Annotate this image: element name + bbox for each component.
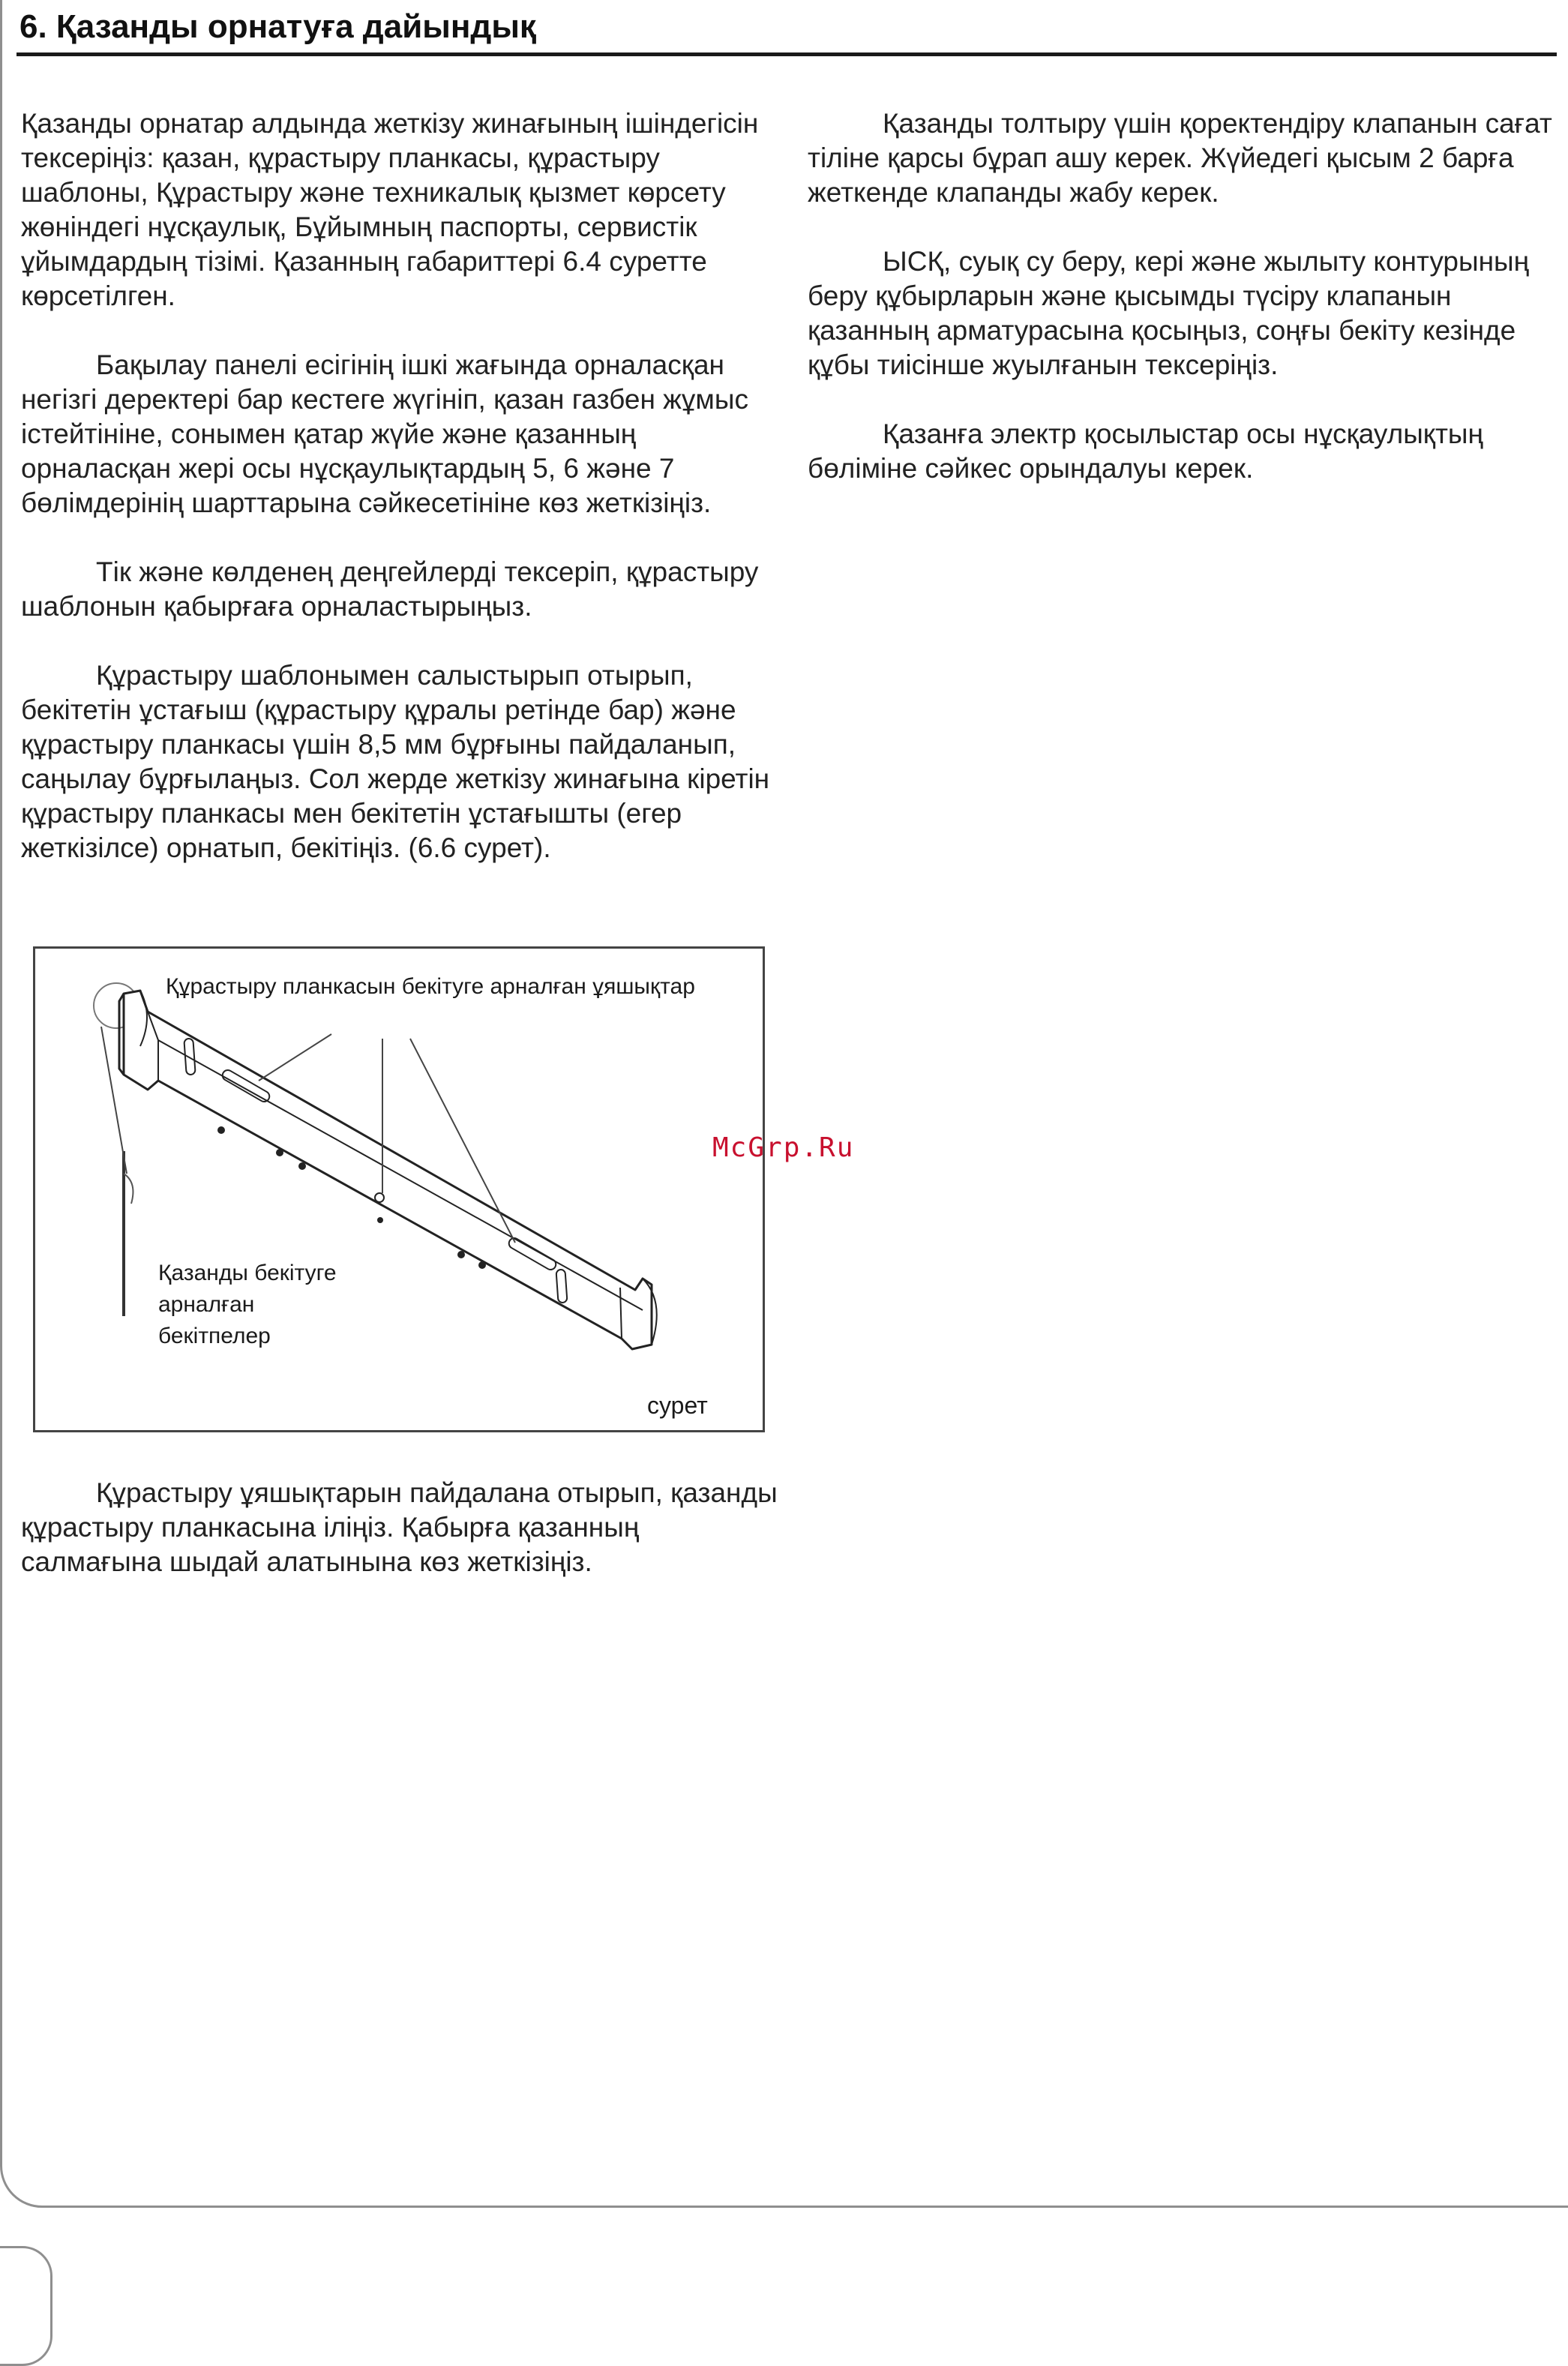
left-column	[21, 106, 778, 900]
figure-caption: сурет	[647, 1392, 708, 1419]
section-title: 6. Қазанды орнатуға дайындық	[19, 8, 536, 45]
paragraph-contents-check: Қазанды орнатар алдында жеткізу жинағының ішіндегісін тексеріңіз: қазан, құрастыру планкасы, құрастыру шаблоны, Құрастыру және техникалық қызмет көрсету жөніндегі нұсқаулық, Бұйымның паспорты, сервистік ұйымдардың тізімі. Қазанның габариттері 6.4 суретте көрсетілген.	[21, 108, 759, 311]
figure-label-line: Қазанды бекітуге	[158, 1261, 337, 1285]
figure-label-line: бекітпелер	[158, 1324, 271, 1348]
paragraph-electrical: Қазанға электр қосылыстар осы нұсқаулықтың бөліміне сәйкес орындалуы керек.	[808, 418, 1483, 484]
figure-label-boiler-fixings	[158, 1258, 337, 1352]
paragraph-template-placement: Тік және көлденең деңгейлерді тексеріп, құрастыру шаблонын қабырғаға орналастырыңыз.	[21, 556, 759, 622]
right-column	[808, 106, 1558, 520]
page-footer-tab	[0, 2246, 52, 2366]
paragraph-pipe-connections: ЫСҚ, суық су беру, кері және жылыту контурының беру құбырларын және қысымды түсіру клапанын қазанның арматурасына қосыңыз, соңғы бекіту кезінде құбы тиісінше жуылғанын тексеріңіз.	[808, 246, 1530, 380]
mounting-bracket-figure	[33, 946, 765, 1432]
figure-label-line: арналған	[158, 1292, 255, 1317]
left-column-continued	[21, 1476, 778, 1614]
paragraph-drilling: Құрастыру шаблонымен салыстырып отырып, бекітетін ұстағыш (құрастыру құралы ретінде бар) және құрастыру планкасы үшін 8,5 мм бұрғыны пайдаланып, саңылау бұрғылаңыз. Сол жерде жеткізу жинағына кіретін құрастыру планкасы мен бекітетін ұстағышты (егер жеткізілсе) орнатып, бекітіңіз. (6.6 сурет).	[21, 660, 770, 863]
mounting-bracket-drawing	[35, 949, 763, 1430]
paragraph-gas-check: Бақылау панелі есігінің ішкі жағында орналасқан негізгі деректері бар кестеге жүгініп, қазан газбен жұмыс істейтініне, сонымен қатар жүйе және қазанның орналасқан жері осы нұсқаулықтардың 5, 6 және 7 бөлімдерінің шарттарына сәйкесетініне көз жеткізіңіз.	[21, 349, 748, 518]
watermark: McGrp.Ru	[712, 1132, 855, 1163]
figure-label-mounting-slots: Құрастыру планкасын бекітуге арналған ұяшықтар	[166, 974, 695, 999]
paragraph-filling-valve: Қазанды толтыру үшін қоректендіру клапанын сағат тіліне қарсы бұрап ашу керек. Жүйедегі қысым 2 барға жеткенде клапанды жабу керек.	[808, 108, 1552, 208]
title-underline	[16, 52, 1557, 56]
paragraph-hang-boiler: Құрастыру ұяшықтарын пайдалана отырып, қазанды құрастыру планкасына іліңіз. Қабырға қазанның салмағына шыдай алатынына көз жеткізіңіз.	[21, 1477, 778, 1577]
